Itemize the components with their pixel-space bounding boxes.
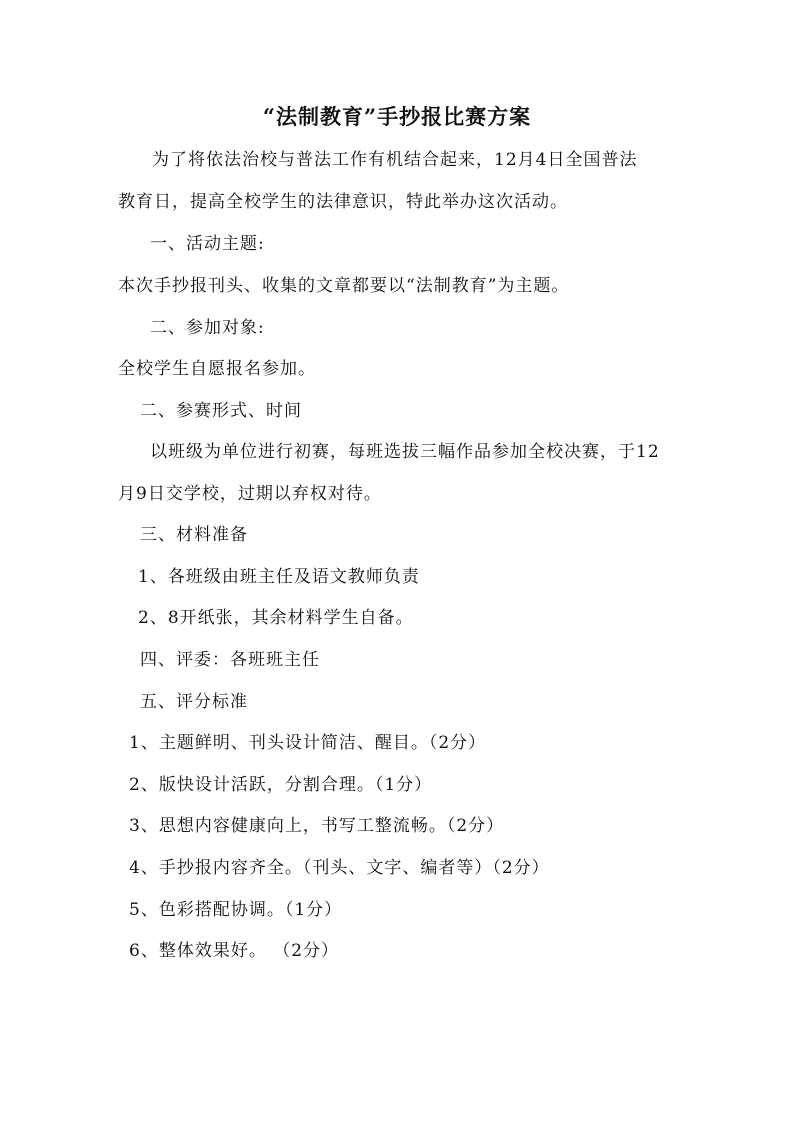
- section-1-body: 本次手抄报刊头、收集的文章都要以“法制教育”为主题。: [118, 276, 570, 296]
- section-3-heading: 二、参赛形式、时间: [140, 401, 302, 421]
- criteria-item-6: 6、整体效果好。 （2分）: [129, 941, 340, 961]
- section-1-heading: 一、活动主题:: [150, 234, 265, 254]
- section-4-item-2: 2、8开纸张，其余材料学生自备。: [138, 608, 414, 628]
- section-4-item-1: 1、各班级由班主任及语文教师负责: [138, 567, 420, 587]
- criteria-item-2: 2、版快设计活跃，分割合理。（1分）: [129, 775, 433, 795]
- section-5-heading: 四、评委：各班班主任: [140, 650, 320, 670]
- criteria-item-5: 5、色彩搭配协调。（1分）: [129, 900, 343, 920]
- criteria-item-1: 1、主题鲜明、刊头设计简洁、醒目。（2分）: [129, 733, 487, 753]
- section-3-body-line-2: 月9日交学校，过期以弃权对待。: [118, 484, 382, 504]
- intro-line-1: 为了将依法治校与普法工作有机结合起来，12月4日全国普法: [152, 150, 638, 170]
- section-2-body: 全校学生自愿报名参加。: [118, 359, 316, 379]
- document-title: “法制教育”手抄报比赛方案: [262, 104, 532, 129]
- criteria-item-4: 4、手抄报内容齐全。（刊头、文字、编者等）（2分）: [129, 858, 550, 878]
- section-6-heading: 五、评分标准: [140, 692, 248, 712]
- criteria-item-3: 3、思想内容健康向上，书写工整流畅。（2分）: [129, 816, 505, 836]
- intro-line-2: 教育日，提高全校学生的法律意识，特此举办这次活动。: [118, 192, 568, 212]
- section-3-body-line-1: 以班级为单位进行初赛，每班选拔三幅作品参加全校决赛，于12: [150, 442, 660, 462]
- section-2-heading: 二、参加对象:: [150, 318, 265, 338]
- section-4-heading: 三、材料准备: [140, 525, 248, 545]
